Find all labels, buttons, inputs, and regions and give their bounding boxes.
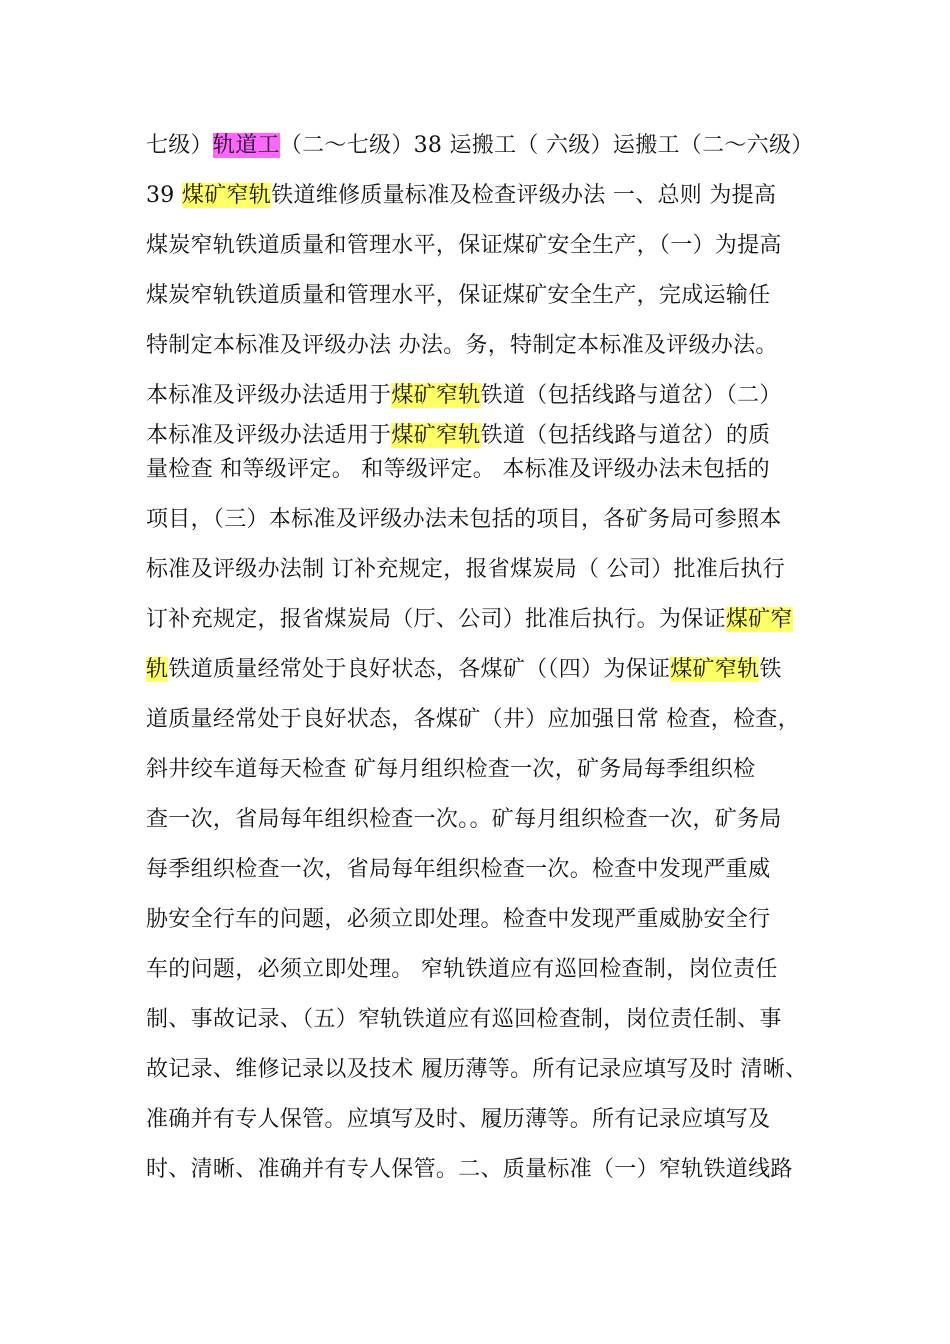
highlighted-term: 轨道工 [212,133,280,158]
text-segment: 准确并有专人保管。应填写及时、履历薄等。所有记录应填写及 [146,1107,771,1132]
text-line [146,231,816,261]
text-segment: 量检查 和等级评定。 和等级评定。 本标准及评级办法未包括的 [146,457,770,482]
text-segment: 铁道（包括线路与道岔）的质 [480,423,771,448]
highlighted-term: 煤矿窄轨 [670,657,760,682]
text-line [146,381,816,411]
text-line [146,655,816,685]
text-segment: 制、事故记录、（五）窄轨铁道应有巡回检查制，岗位责任制、事 [146,1007,782,1032]
text-segment: 铁道维修质量标准及检查评级办法 一、总则 为提高 [271,183,777,208]
text-line [146,1105,816,1135]
text-segment: 车的问题，必须立即处理。 窄轨铁道应有巡回检查制，岗位责任 [146,957,778,982]
text-segment: 道质量经常处于良好状态，各煤矿（井）应加强日常 检查，检查， [146,707,800,732]
text-line [146,1155,816,1185]
text-segment: 故记录、维修记录以及技术 履历薄等。所有记录应填写及时 清晰、 [146,1057,808,1082]
text-line [146,455,816,485]
text-segment: 每季组织检查一次，省局每年组织检查一次。检查中发现严重威 [146,857,771,882]
text-line [146,905,816,935]
text-segment: （二～七级）38 运搬工（ 六级）运搬工（二～六级） [279,133,814,158]
text-segment: 时、清晰、准确并有专人保管。二、质量标准（一）窄轨铁道线路 [146,1157,793,1182]
text-segment: 七级） [146,133,213,158]
text-segment: 特制定本标准及评级办法 办法。务，特制定本标准及评级办法。 [146,333,778,358]
text-segment: 查一次，省局每年组织检查一次。。矿每月组织检查一次，矿务局 [146,807,782,832]
text-segment: 项目，（三）本标准及评级办法未包括的项目，各矿务局可参照本 [146,507,782,532]
text-line [146,1005,816,1035]
text-segment: 标准及评级办法制 订补充规定，报省煤炭局（ 公司）批准后执行 [146,557,785,582]
text-line [146,955,816,985]
text-line [146,855,816,885]
text-segment: 铁道（包括线路与道岔）（二） [480,383,782,408]
text-line [146,331,816,361]
text-segment: 煤炭窄轨铁道质量和管理水平，保证煤矿安全生产，完成运输任 [146,283,771,308]
highlighted-term: 煤矿窄轨 [181,183,272,208]
text-line [146,281,816,311]
text-segment: 39 [146,183,182,208]
text-line [146,605,816,635]
text-segment: 本标准及评级办法适用于 [146,383,392,408]
text-line [146,705,816,735]
highlighted-term: 煤矿窄轨 [391,423,481,448]
highlighted-term: 煤矿窄 [725,607,793,632]
text-line [146,181,816,211]
text-segment: 胁安全行车的问题，必须立即处理。检查中发现严重威胁安全行 [146,907,771,932]
text-segment: 铁 [759,657,782,682]
text-segment: 铁道质量经常处于良好状态，各煤矿（（四）为保证 [168,657,671,682]
text-line [146,805,816,835]
highlighted-term: 轨 [146,657,169,682]
text-line [146,755,816,785]
text-line [146,421,816,451]
text-segment: 煤炭窄轨铁道质量和管理水平，保证煤矿安全生产，（一）为提高 [146,233,782,258]
text-line [146,1055,816,1085]
text-line [146,555,816,585]
highlighted-term: 煤矿窄轨 [391,383,481,408]
text-line [146,131,816,161]
text-segment: 本标准及评级办法适用于 [146,423,392,448]
text-segment: 订补充规定，报省煤炭局（厅、公司）批准后执行。为保证 [146,607,726,632]
text-segment: 斜井绞车道每天检查 矿每月组织检查一次，矿务局每季组织检 [146,757,756,782]
text-line [146,505,816,535]
